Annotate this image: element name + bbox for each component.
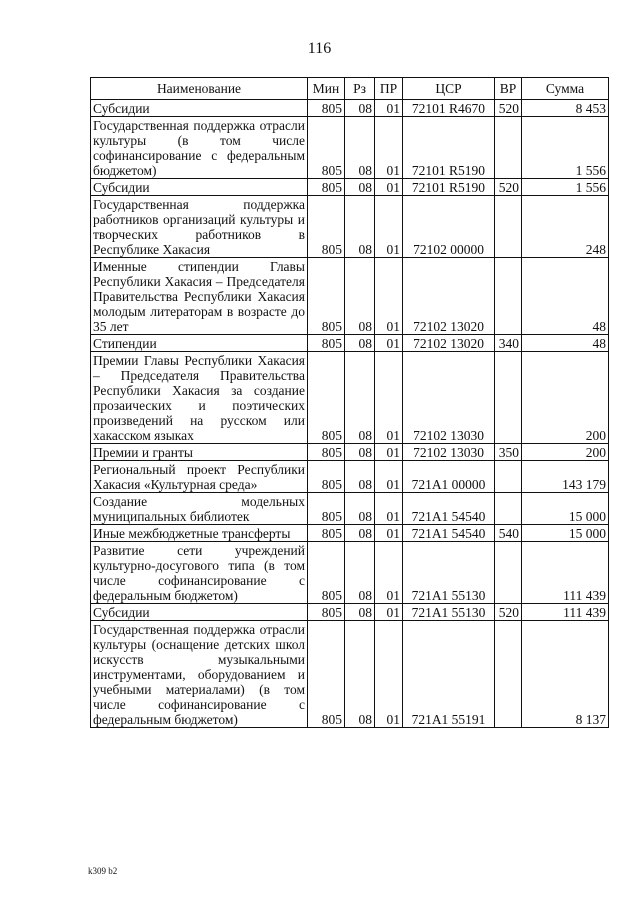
table-row <box>91 542 609 604</box>
cell-min: 805 <box>308 493 345 525</box>
cell-sum: 8 453 <box>522 100 609 117</box>
cell-csr: 721A1 00000 <box>403 461 495 493</box>
cell-rz: 08 <box>345 335 375 352</box>
cell-csr: 72101 R5190 <box>403 179 495 196</box>
cell-vr <box>495 258 522 335</box>
table-row <box>91 621 609 728</box>
cell-vr: 340 <box>495 335 522 352</box>
cell-min: 805 <box>308 352 345 444</box>
cell-min: 805 <box>308 461 345 493</box>
cell-name: Субсидии <box>91 100 308 117</box>
cell-sum: 1 556 <box>522 117 609 179</box>
cell-pr: 01 <box>375 100 403 117</box>
cell-name: Премии и гранты <box>91 444 308 461</box>
cell-rz: 08 <box>345 461 375 493</box>
cell-csr: 72102 13020 <box>403 335 495 352</box>
cell-sum: 48 <box>522 335 609 352</box>
cell-pr: 01 <box>375 493 403 525</box>
cell-vr: 520 <box>495 179 522 196</box>
header-pr: ПР <box>375 78 403 100</box>
cell-rz: 08 <box>345 493 375 525</box>
cell-name: Региональный проект Республики Хакасия «Культурная среда» <box>91 461 308 493</box>
cell-csr: 72102 00000 <box>403 196 495 258</box>
cell-rz: 08 <box>345 604 375 621</box>
cell-pr: 01 <box>375 525 403 542</box>
cell-sum: 1 556 <box>522 179 609 196</box>
cell-min: 805 <box>308 542 345 604</box>
table-row <box>91 335 609 352</box>
cell-rz: 08 <box>345 352 375 444</box>
table-row <box>91 179 609 196</box>
header-vr: ВР <box>495 78 522 100</box>
cell-vr <box>495 461 522 493</box>
cell-rz: 08 <box>345 258 375 335</box>
cell-min: 805 <box>308 621 345 728</box>
header-min: Мин <box>308 78 345 100</box>
cell-name: Государственная поддержка отрасли культуры (в том числе софинансирование с федеральным бюджетом) <box>91 117 308 179</box>
cell-name: Создание модельных муниципальных библиотек <box>91 493 308 525</box>
cell-vr <box>495 352 522 444</box>
cell-name: Именные стипендии Главы Республики Хакасия – Председателя Правительства Республики Хакасия молодым литераторам в возрасте до 35 лет <box>91 258 308 335</box>
cell-name: Субсидии <box>91 604 308 621</box>
cell-sum: 8 137 <box>522 621 609 728</box>
cell-csr: 721A1 55130 <box>403 604 495 621</box>
table-header-row <box>91 78 609 100</box>
cell-name: Государственная поддержка работников организаций культуры и творческих работников в Республике Хакасия <box>91 196 308 258</box>
cell-sum: 200 <box>522 352 609 444</box>
cell-min: 805 <box>308 525 345 542</box>
cell-sum: 48 <box>522 258 609 335</box>
cell-min: 805 <box>308 117 345 179</box>
table-row <box>91 258 609 335</box>
cell-pr: 01 <box>375 542 403 604</box>
table-row <box>91 100 609 117</box>
cell-csr: 721A1 55191 <box>403 621 495 728</box>
cell-name: Государственная поддержка отрасли культуры (оснащение детских школ искусств музыкальными инструментами, оборудованием и учебными материалами) (в том числе софинансирование с федеральным бюджетом) <box>91 621 308 728</box>
cell-name: Премии Главы Республики Хакасия – Председателя Правительства Республики Хакасия за создание прозаических и поэтических произведений на русском или хакасском языках <box>91 352 308 444</box>
cell-sum: 248 <box>522 196 609 258</box>
page-number: 116 <box>307 40 332 57</box>
header-name: Наименование <box>91 78 308 100</box>
cell-name: Иные межбюджетные трансферты <box>91 525 308 542</box>
table-row <box>91 493 609 525</box>
cell-vr <box>495 542 522 604</box>
cell-csr: 72101 R4670 <box>403 100 495 117</box>
cell-csr: 721A1 54540 <box>403 525 495 542</box>
table-row <box>91 117 609 179</box>
cell-rz: 08 <box>345 196 375 258</box>
cell-pr: 01 <box>375 621 403 728</box>
cell-csr: 721A1 54540 <box>403 493 495 525</box>
cell-vr <box>495 493 522 525</box>
cell-rz: 08 <box>345 444 375 461</box>
footer-code: k309 b2 <box>88 866 118 876</box>
cell-vr: 350 <box>495 444 522 461</box>
header-csr: ЦСР <box>403 78 495 100</box>
cell-sum: 15 000 <box>522 493 609 525</box>
cell-csr: 72102 13020 <box>403 258 495 335</box>
cell-csr: 72102 13030 <box>403 444 495 461</box>
header-rz: Рз <box>345 78 375 100</box>
cell-pr: 01 <box>375 179 403 196</box>
cell-name: Развитие сети учреждений культурно-досугового типа (в том числе софинансирование с федеральным бюджетом) <box>91 542 308 604</box>
cell-vr <box>495 621 522 728</box>
cell-vr: 520 <box>495 604 522 621</box>
cell-sum: 200 <box>522 444 609 461</box>
cell-vr <box>495 117 522 179</box>
cell-pr: 01 <box>375 444 403 461</box>
cell-min: 805 <box>308 100 345 117</box>
cell-min: 805 <box>308 604 345 621</box>
budget-table <box>90 77 609 728</box>
cell-pr: 01 <box>375 117 403 179</box>
table-row <box>91 604 609 621</box>
cell-csr: 72102 13030 <box>403 352 495 444</box>
cell-sum: 15 000 <box>522 525 609 542</box>
cell-min: 805 <box>308 258 345 335</box>
table-row <box>91 461 609 493</box>
cell-min: 805 <box>308 335 345 352</box>
cell-pr: 01 <box>375 461 403 493</box>
cell-rz: 08 <box>345 179 375 196</box>
cell-name: Стипендии <box>91 335 308 352</box>
cell-pr: 01 <box>375 604 403 621</box>
cell-vr: 540 <box>495 525 522 542</box>
cell-pr: 01 <box>375 196 403 258</box>
cell-pr: 01 <box>375 258 403 335</box>
cell-rz: 08 <box>345 621 375 728</box>
cell-rz: 08 <box>345 117 375 179</box>
cell-vr: 520 <box>495 100 522 117</box>
cell-rz: 08 <box>345 542 375 604</box>
table-row <box>91 196 609 258</box>
table-row <box>91 525 609 542</box>
cell-csr: 72101 R5190 <box>403 117 495 179</box>
cell-min: 805 <box>308 179 345 196</box>
cell-min: 805 <box>308 196 345 258</box>
cell-min: 805 <box>308 444 345 461</box>
table-body <box>91 100 609 728</box>
cell-csr: 721A1 55130 <box>403 542 495 604</box>
cell-pr: 01 <box>375 352 403 444</box>
cell-sum: 111 439 <box>522 604 609 621</box>
cell-sum: 111 439 <box>522 542 609 604</box>
cell-rz: 08 <box>345 100 375 117</box>
cell-rz: 08 <box>345 525 375 542</box>
table-row <box>91 444 609 461</box>
table-row <box>91 352 609 444</box>
cell-vr <box>495 196 522 258</box>
header-sum: Сумма <box>522 78 609 100</box>
cell-name: Субсидии <box>91 179 308 196</box>
cell-sum: 143 179 <box>522 461 609 493</box>
cell-pr: 01 <box>375 335 403 352</box>
